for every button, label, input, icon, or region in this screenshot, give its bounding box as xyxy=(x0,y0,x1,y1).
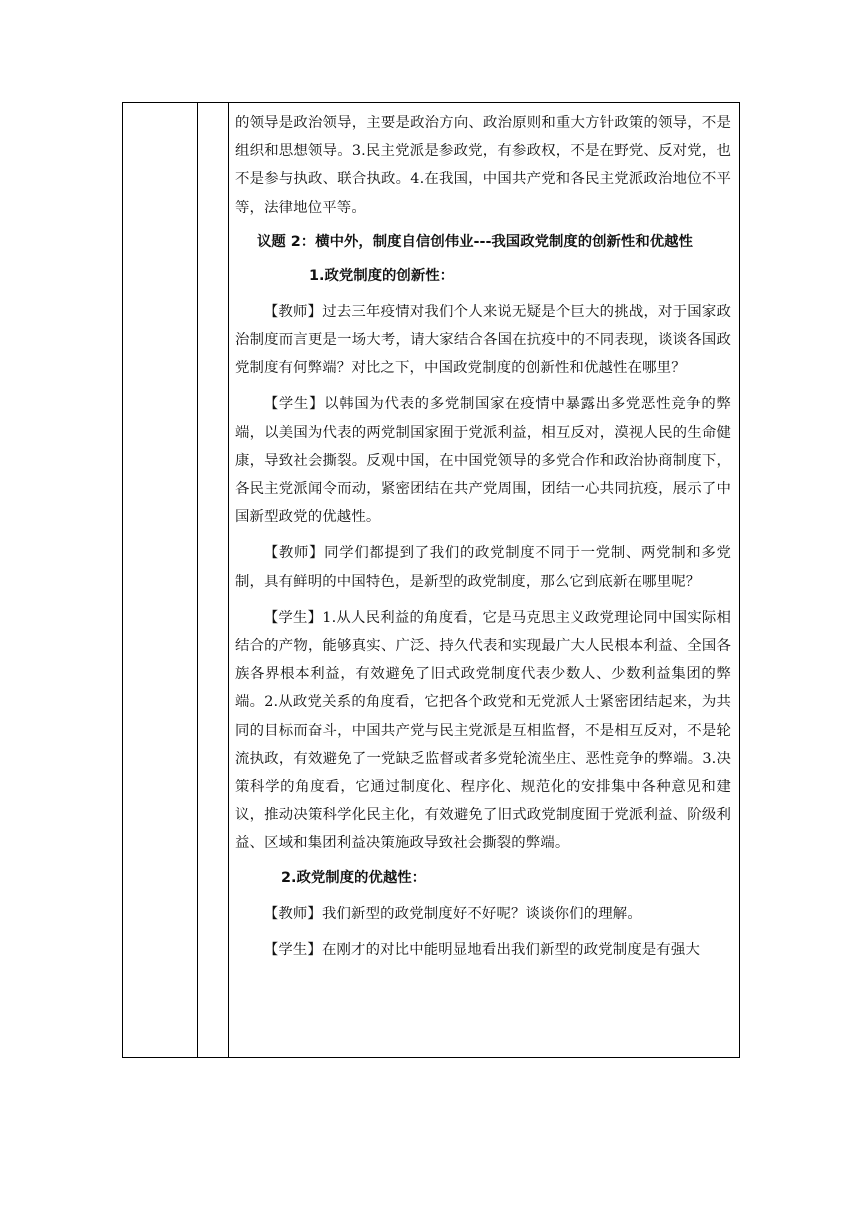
student-paragraph-3: 【学生】在刚才的对比中能明显地看出我们新型的政党制度是有强大 xyxy=(263,941,701,958)
section-heading-innovation: 1.政党制度的创新性： xyxy=(309,267,454,284)
section-heading-superiority: 2.政党制度的优越性： xyxy=(281,869,426,886)
intro-paragraph: 的领导是政治领导，主要是政治方向、政治原则和重大方针政策的领导，不是组织和思想领导。3.民主党派是参政党，有参政权，不是在野党、反对党，也不是参与执政、联合执政。4.在我国，中国共产党和各民主党派政治地位不平等，法律地位平等。 xyxy=(235,115,731,216)
table-column-2 xyxy=(198,103,229,1057)
teacher-paragraph-1: 【教师】过去三年疫情对我们个人来说无疑是个巨大的挑战，对于国家政治制度而言更是一场大考，请大家结合各国在抗疫中的不同表现，谈谈各国政党制度有何弊端？对比之下，中国政党制度的创新性和优越性在哪里？ xyxy=(235,303,731,377)
lesson-table xyxy=(122,102,740,1058)
teacher-paragraph-3: 【教师】我们新型的政党制度好不好呢？谈谈你们的理解。 xyxy=(263,905,642,922)
teacher-paragraph-2: 【教师】同学们都提到了我们的政党制度不同于一党制、两党制和多党制，具有鲜明的中国特色，是新型的政党制度，那么它到底新在哪里呢？ xyxy=(235,545,731,590)
table-content-cell xyxy=(235,109,731,964)
topic-2-heading: 议题 2：横中外，制度自信创伟业---我国政党制度的创新性和优越性 xyxy=(257,233,693,250)
student-paragraph-1: 【学生】以韩国为代表的多党制国家在疫情中暴露出多党恶性竞争的弊端，以美国为代表的两党制国家囿于党派利益，相互反对，漠视人民的生命健康，导致社会撕裂。反观中国，在中国党领导的多党合作和政治协商制度下，各民主党派闻令而动，紧密团结在共产党周围，团结一心共同抗疫，展示了中国新型政党的优越性。 xyxy=(235,396,731,526)
table-column-1 xyxy=(123,103,198,1057)
student-paragraph-2: 【学生】1.从人民利益的角度看，它是马克思主义政党理论同中国实际相结合的产物，能够真实、广泛、持久代表和实现最广大人民根本利益、全国各族各界根本利益，有效避免了旧式政党制度代表少数人、少数利益集团的弊端。2.从政党关系的角度看，它把各个政党和无党派人士紧密团结起来，为共同的目标而奋斗，中国共产党与民主党派是互相监督，不是相互反对，不是轮流执政，有效避免了一党缺乏监督或者多党轮流坐庄、恶性竞争的弊端。3.决策科学的角度看，它通过制度化、程序化、规范化的安排集中各种意见和建议，推动决策科学化民主化，有效避免了旧式政党制度囿于党派利益、阶级利益、区域和集团利益决策施政导致社会撕裂的弊端。 xyxy=(235,609,731,852)
